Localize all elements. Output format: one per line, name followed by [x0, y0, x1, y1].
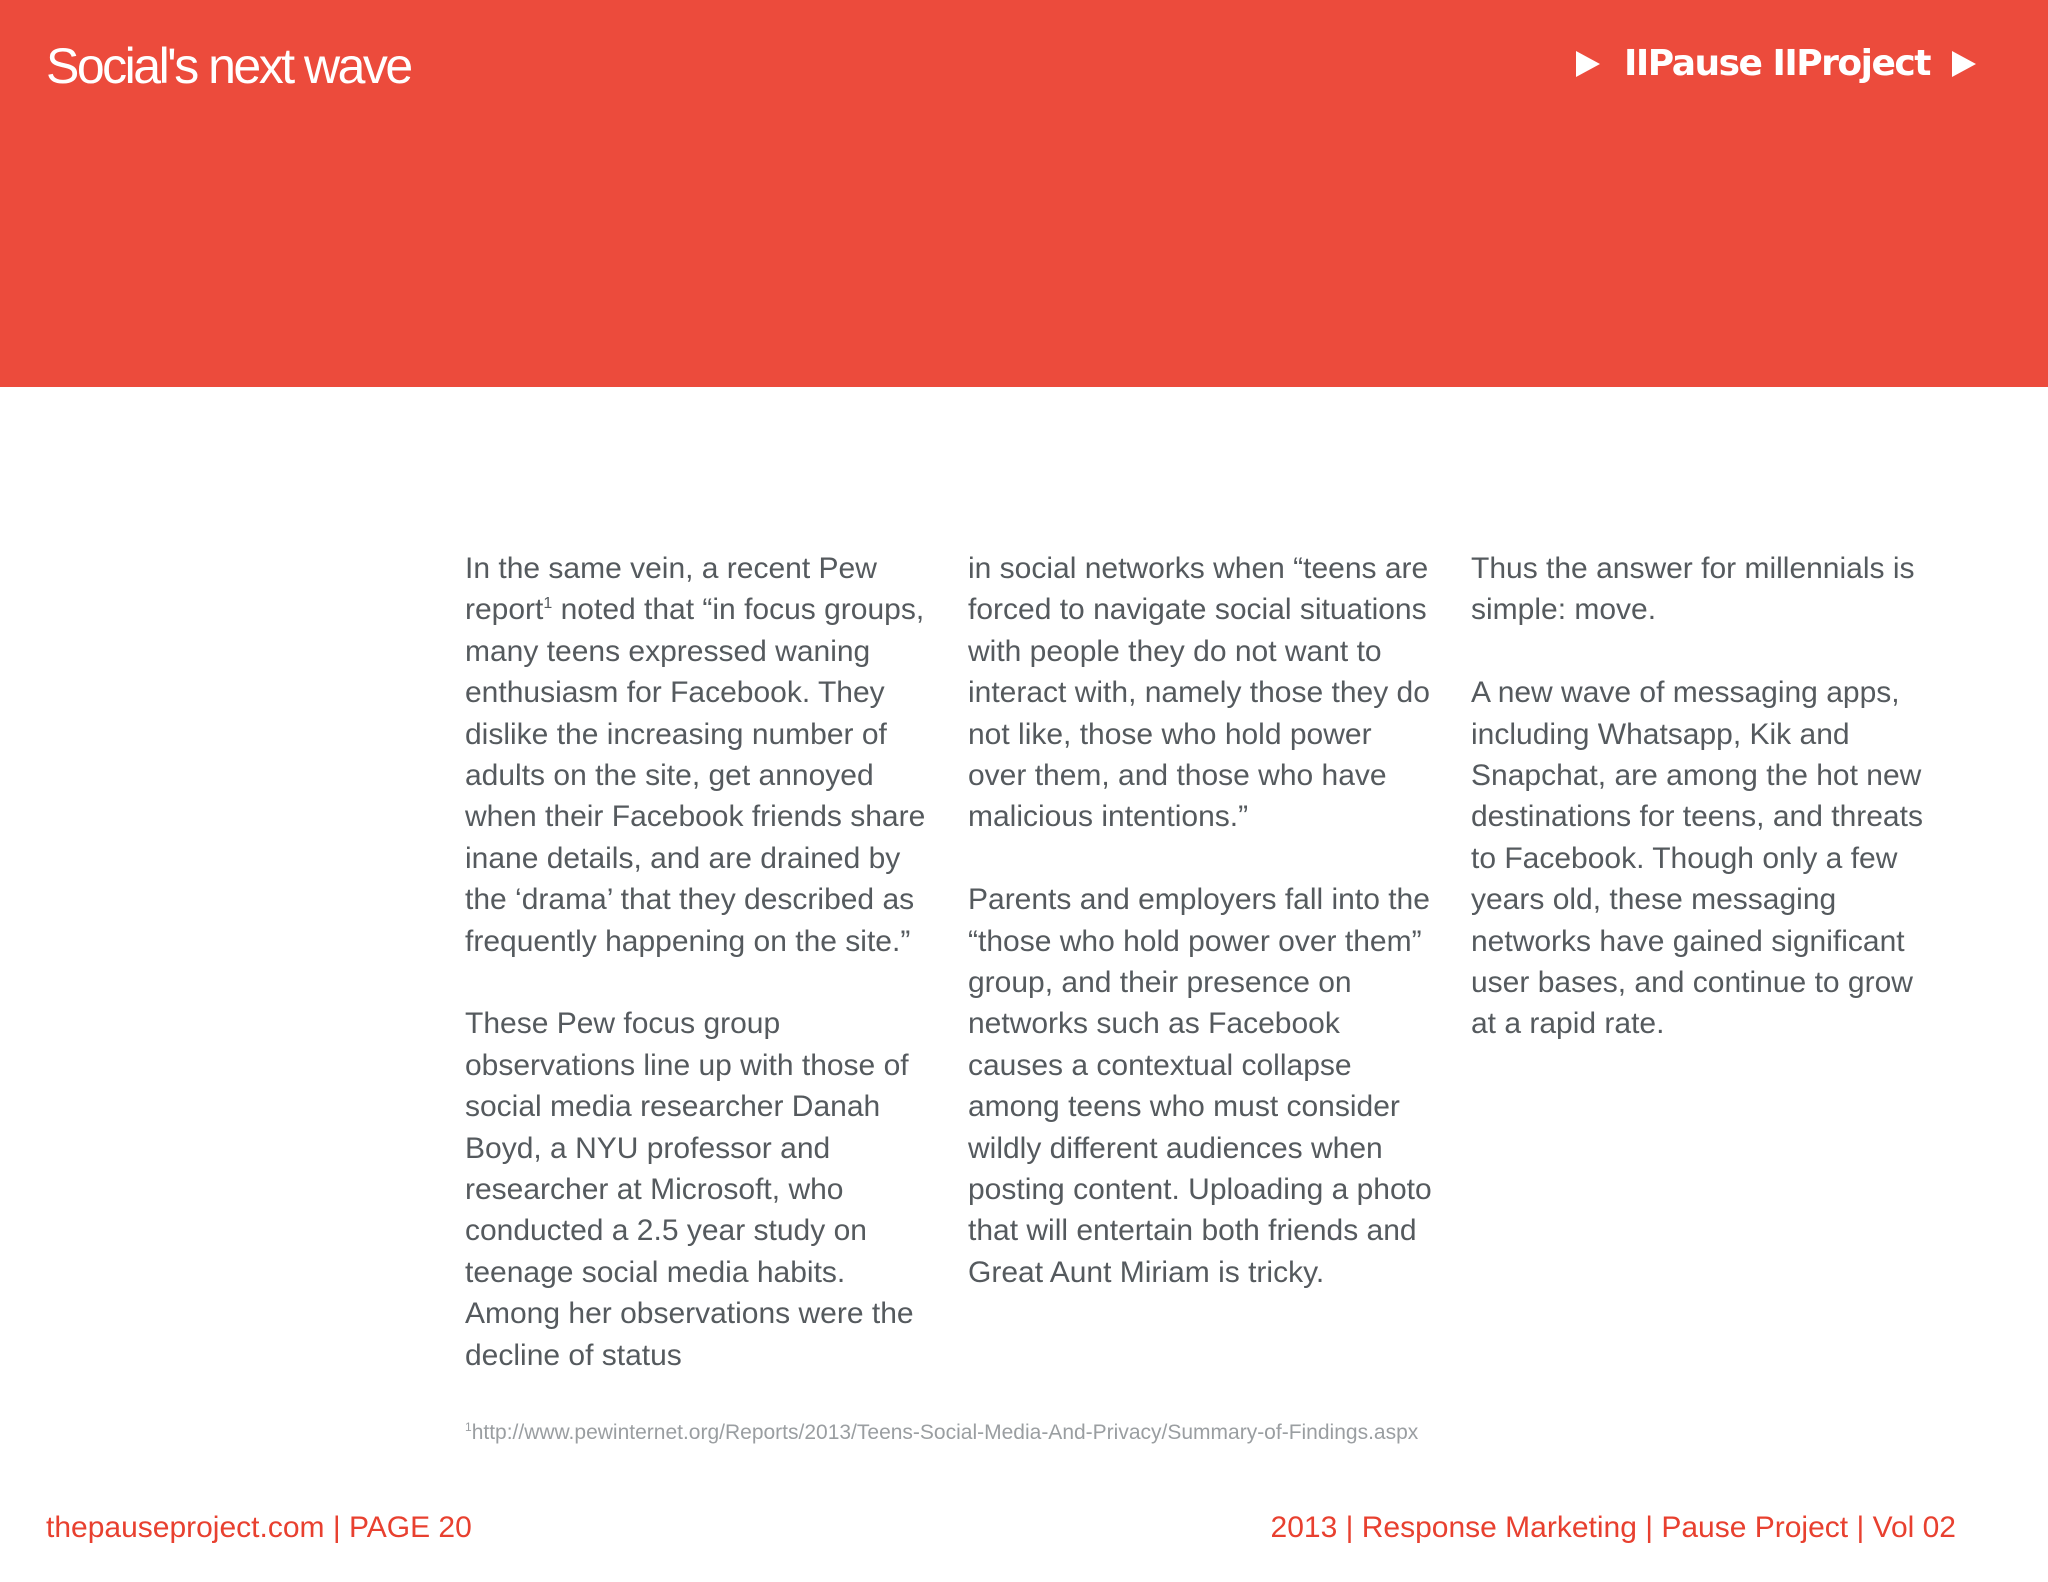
article-column-1 — [465, 548, 935, 1376]
col1-p1-before: In the same vein, a recent Pew report — [465, 552, 877, 627]
footnote-marker: 1 — [465, 1420, 472, 1434]
col2-paragraph-2: Parents and employers fall into the “those who hold power over them” group, and their presence on networks such as Facebook causes a contextual collapse among teens who must consider wildly different audiences when posting content. Uploading a photo that will entertain both friends and Great Aunt Miriam is tricky. — [968, 883, 1432, 1289]
footnote-ref: 1 — [543, 595, 553, 613]
article-column-2 — [968, 548, 1438, 1293]
col2-paragraph-1: in social networks when “teens are forced to navigate social situations with people they do not want to interact with, namely those they do not like, those who hold power over them, and those who have malicious intentions.” — [968, 552, 1430, 834]
col1-paragraph-2: These Pew focus group observations line up with those of social media researcher Danah Boyd, a NYU professor and researcher at Microsoft, who conducted a 2.5 year study on teenage social media habits. Among her observations were the decline of status — [465, 1007, 914, 1372]
pause-project-logo — [1576, 36, 1976, 92]
footnote — [465, 1418, 1418, 1448]
col3-paragraph-2: A new wave of messaging apps, including Whatsapp, Kik and Snapchat, are among the hot new destinations for teens, and threats to Facebook. Though only a few years old, these messaging networks have gained significant user bases, and continue to grow at a rapid rate. — [1471, 676, 1923, 1041]
article-column-3 — [1471, 548, 1941, 1045]
col1-paragraph-1 — [465, 548, 935, 962]
col1-p1-after: noted that “in focus groups, many teens expressed waning enthusiasm for Facebook. They dislike the increasing number of adults on the site, get annoyed when their Facebook friends share inane details, and are drained by the ‘drama’ that they described as frequently happening on the site.” — [465, 593, 926, 958]
col3-paragraph-1: Thus the answer for millennials is simple: move. — [1471, 552, 1915, 627]
logo-text: IIPause IIProject — [1624, 43, 1930, 84]
footer-issue-info: 2013 | Response Marketing | Pause Project | Vol 02 — [1270, 1511, 1956, 1544]
section-title: Social's next wave — [46, 38, 411, 94]
footnote-url[interactable]: http://www.pewinternet.org/Reports/2013/Teens-Social-Media-And-Privacy/Summary-of-Findings.aspx — [471, 1421, 1419, 1444]
header-banner — [0, 0, 2048, 387]
play-icon-left — [1576, 51, 1600, 77]
footer-site-page: thepauseproject.com | PAGE 20 — [46, 1511, 472, 1544]
play-icon-right — [1952, 51, 1976, 77]
